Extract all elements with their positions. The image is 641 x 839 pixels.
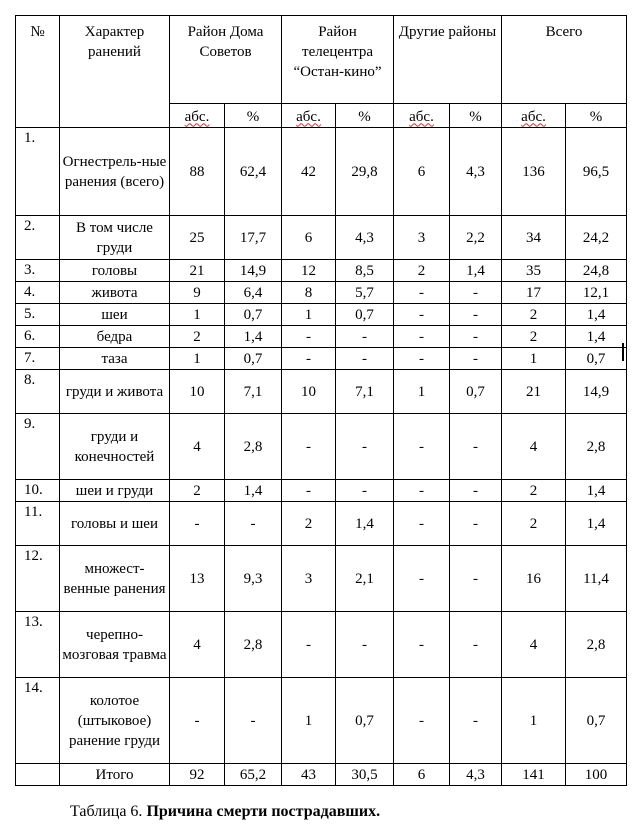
abs-ostankino: 6 [282, 216, 336, 260]
abs-ostankino: 8 [282, 282, 336, 304]
pct-house-of-soviets: 2,8 [225, 612, 282, 678]
abs-other: 6 [394, 764, 450, 786]
header-group-total: Всего [502, 16, 627, 104]
pct-other: - [450, 414, 502, 480]
row-number: 12. [16, 546, 60, 612]
table-row [16, 260, 627, 282]
abs-ostankino: 1 [282, 678, 336, 764]
row-number: 7. [16, 348, 60, 370]
row-number: 13. [16, 612, 60, 678]
row-label: бедра [60, 326, 170, 348]
pct-other: 4,3 [450, 764, 502, 786]
row-number: 3. [16, 260, 60, 282]
pct-total: 1,4 [566, 502, 627, 546]
row-label: множест-венные ранения [60, 546, 170, 612]
abs-house-of-soviets: 9 [170, 282, 225, 304]
abs-other: 1 [394, 370, 450, 414]
abs-other: - [394, 480, 450, 502]
pct-other: - [450, 282, 502, 304]
abs-total: 1 [502, 348, 566, 370]
abs-other: - [394, 414, 450, 480]
pct-other: 2,2 [450, 216, 502, 260]
table-row [16, 546, 627, 612]
table-row [16, 304, 627, 326]
row-number: 8. [16, 370, 60, 414]
pct-ostankino: 0,7 [336, 678, 394, 764]
pct-total: 14,9 [566, 370, 627, 414]
header-pct: % [450, 104, 502, 128]
pct-ostankino: 4,3 [336, 216, 394, 260]
abs-ostankino: 3 [282, 546, 336, 612]
abs-other: - [394, 546, 450, 612]
abs-house-of-soviets: 2 [170, 480, 225, 502]
abs-other: 3 [394, 216, 450, 260]
pct-other: - [450, 326, 502, 348]
pct-house-of-soviets: - [225, 678, 282, 764]
pct-total: 2,8 [566, 414, 627, 480]
table-caption [70, 803, 380, 821]
abs-ostankino: - [282, 480, 336, 502]
row-label: груди и конечностей [60, 414, 170, 480]
abs-house-of-soviets: 10 [170, 370, 225, 414]
abs-other: - [394, 502, 450, 546]
header-pct: % [225, 104, 282, 128]
row-label: головы [60, 260, 170, 282]
pct-total: 1,4 [566, 304, 627, 326]
row-number: 9. [16, 414, 60, 480]
pct-other: - [450, 546, 502, 612]
table-row [16, 764, 627, 786]
pct-total: 12,1 [566, 282, 627, 304]
pct-ostankino: 8,5 [336, 260, 394, 282]
header-abs: абс. [394, 104, 450, 128]
abs-ostankino: 10 [282, 370, 336, 414]
caption-title: Причина смерти пострадавших. [146, 803, 381, 820]
pct-house-of-soviets: 65,2 [225, 764, 282, 786]
caption-prefix: Таблица 6. [70, 803, 143, 820]
abs-ostankino: - [282, 612, 336, 678]
header-group-other: Другие районы [394, 16, 502, 104]
pct-ostankino: 2,1 [336, 546, 394, 612]
row-label: черепно-мозговая травма [60, 612, 170, 678]
pct-house-of-soviets: 62,4 [225, 128, 282, 216]
table-row [16, 678, 627, 764]
pct-ostankino: - [336, 612, 394, 678]
abs-total: 35 [502, 260, 566, 282]
pct-house-of-soviets: - [225, 502, 282, 546]
header-group-house-of-soviets: Район Дома Советов [170, 16, 282, 104]
table-row [16, 216, 627, 260]
pct-house-of-soviets: 7,1 [225, 370, 282, 414]
abs-other: - [394, 612, 450, 678]
pct-other: 0,7 [450, 370, 502, 414]
row-label: Итого [60, 764, 170, 786]
pct-total: 0,7 [566, 348, 627, 370]
pct-total: 1,4 [566, 326, 627, 348]
pct-other: 1,4 [450, 260, 502, 282]
pct-house-of-soviets: 0,7 [225, 304, 282, 326]
pct-other: - [450, 304, 502, 326]
pct-other: - [450, 678, 502, 764]
table-row [16, 502, 627, 546]
pct-total: 1,4 [566, 480, 627, 502]
abs-other: - [394, 348, 450, 370]
row-number: 5. [16, 304, 60, 326]
row-number [16, 764, 60, 786]
pct-total: 100 [566, 764, 627, 786]
abs-other: - [394, 326, 450, 348]
pct-house-of-soviets: 0,7 [225, 348, 282, 370]
abs-total: 4 [502, 612, 566, 678]
abs-house-of-soviets: 2 [170, 326, 225, 348]
table-row [16, 612, 627, 678]
table-row [16, 348, 627, 370]
table-row [16, 414, 627, 480]
abs-house-of-soviets: 88 [170, 128, 225, 216]
pct-total: 96,5 [566, 128, 627, 216]
row-label: живота [60, 282, 170, 304]
pct-ostankino: - [336, 348, 394, 370]
casualty-table [15, 15, 627, 786]
pct-house-of-soviets: 9,3 [225, 546, 282, 612]
header-abs: абс. [502, 104, 566, 128]
header-kind: Характер ранений [60, 16, 170, 128]
row-number: 1. [16, 128, 60, 216]
row-number: 10. [16, 480, 60, 502]
pct-ostankino: - [336, 480, 394, 502]
abs-total: 1 [502, 678, 566, 764]
pct-ostankino: 5,7 [336, 282, 394, 304]
abs-ostankino: 2 [282, 502, 336, 546]
abs-total: 4 [502, 414, 566, 480]
pct-other: - [450, 502, 502, 546]
abs-house-of-soviets: - [170, 678, 225, 764]
pct-ostankino: 0,7 [336, 304, 394, 326]
header-abs: абс. [282, 104, 336, 128]
row-number: 11. [16, 502, 60, 546]
row-label: В том числе груди [60, 216, 170, 260]
row-label: шеи и груди [60, 480, 170, 502]
table-row [16, 282, 627, 304]
header-abs: абс. [170, 104, 225, 128]
abs-total: 17 [502, 282, 566, 304]
abs-house-of-soviets: 1 [170, 304, 225, 326]
header-group-ostankino: Район телецентра “Остан-кино” [282, 16, 394, 104]
pct-other: - [450, 612, 502, 678]
abs-total: 2 [502, 304, 566, 326]
abs-ostankino: - [282, 348, 336, 370]
abs-other: - [394, 282, 450, 304]
pct-house-of-soviets: 17,7 [225, 216, 282, 260]
row-label: шеи [60, 304, 170, 326]
abs-house-of-soviets: 21 [170, 260, 225, 282]
abs-other: 2 [394, 260, 450, 282]
pct-house-of-soviets: 2,8 [225, 414, 282, 480]
row-label: таза [60, 348, 170, 370]
pct-ostankino: - [336, 326, 394, 348]
abs-house-of-soviets: 92 [170, 764, 225, 786]
pct-total: 24,8 [566, 260, 627, 282]
abs-ostankino: 12 [282, 260, 336, 282]
pct-ostankino: - [336, 414, 394, 480]
abs-ostankino: 43 [282, 764, 336, 786]
abs-total: 141 [502, 764, 566, 786]
abs-total: 2 [502, 480, 566, 502]
pct-total: 2,8 [566, 612, 627, 678]
pct-total: 0,7 [566, 678, 627, 764]
pct-total: 11,4 [566, 546, 627, 612]
text-cursor-marker [622, 343, 624, 361]
pct-total: 24,2 [566, 216, 627, 260]
row-number: 4. [16, 282, 60, 304]
row-number: 14. [16, 678, 60, 764]
pct-other: - [450, 348, 502, 370]
abs-other: - [394, 304, 450, 326]
abs-ostankino: 42 [282, 128, 336, 216]
header-number: № [16, 16, 60, 128]
table-row [16, 128, 627, 216]
abs-other: 6 [394, 128, 450, 216]
abs-ostankino: - [282, 414, 336, 480]
row-label: груди и живота [60, 370, 170, 414]
pct-ostankino: 30,5 [336, 764, 394, 786]
abs-house-of-soviets: 4 [170, 414, 225, 480]
row-number: 2. [16, 216, 60, 260]
pct-other: - [450, 480, 502, 502]
table-row [16, 370, 627, 414]
pct-ostankino: 1,4 [336, 502, 394, 546]
pct-ostankino: 29,8 [336, 128, 394, 216]
abs-total: 136 [502, 128, 566, 216]
pct-house-of-soviets: 1,4 [225, 326, 282, 348]
abs-total: 21 [502, 370, 566, 414]
abs-total: 16 [502, 546, 566, 612]
pct-house-of-soviets: 1,4 [225, 480, 282, 502]
abs-house-of-soviets: 25 [170, 216, 225, 260]
pct-house-of-soviets: 6,4 [225, 282, 282, 304]
abs-ostankino: 1 [282, 304, 336, 326]
table-row [16, 480, 627, 502]
abs-total: 34 [502, 216, 566, 260]
abs-house-of-soviets: 4 [170, 612, 225, 678]
row-number: 6. [16, 326, 60, 348]
header-pct: % [336, 104, 394, 128]
pct-other: 4,3 [450, 128, 502, 216]
abs-total: 2 [502, 326, 566, 348]
abs-house-of-soviets: 13 [170, 546, 225, 612]
row-label: колотое (штыковое) ранение груди [60, 678, 170, 764]
table-row [16, 326, 627, 348]
row-label: Огнестрель-ные ранения (всего) [60, 128, 170, 216]
pct-house-of-soviets: 14,9 [225, 260, 282, 282]
abs-ostankino: - [282, 326, 336, 348]
pct-ostankino: 7,1 [336, 370, 394, 414]
header-pct: % [566, 104, 627, 128]
abs-house-of-soviets: - [170, 502, 225, 546]
row-label: головы и шеи [60, 502, 170, 546]
abs-total: 2 [502, 502, 566, 546]
abs-other: - [394, 678, 450, 764]
abs-house-of-soviets: 1 [170, 348, 225, 370]
